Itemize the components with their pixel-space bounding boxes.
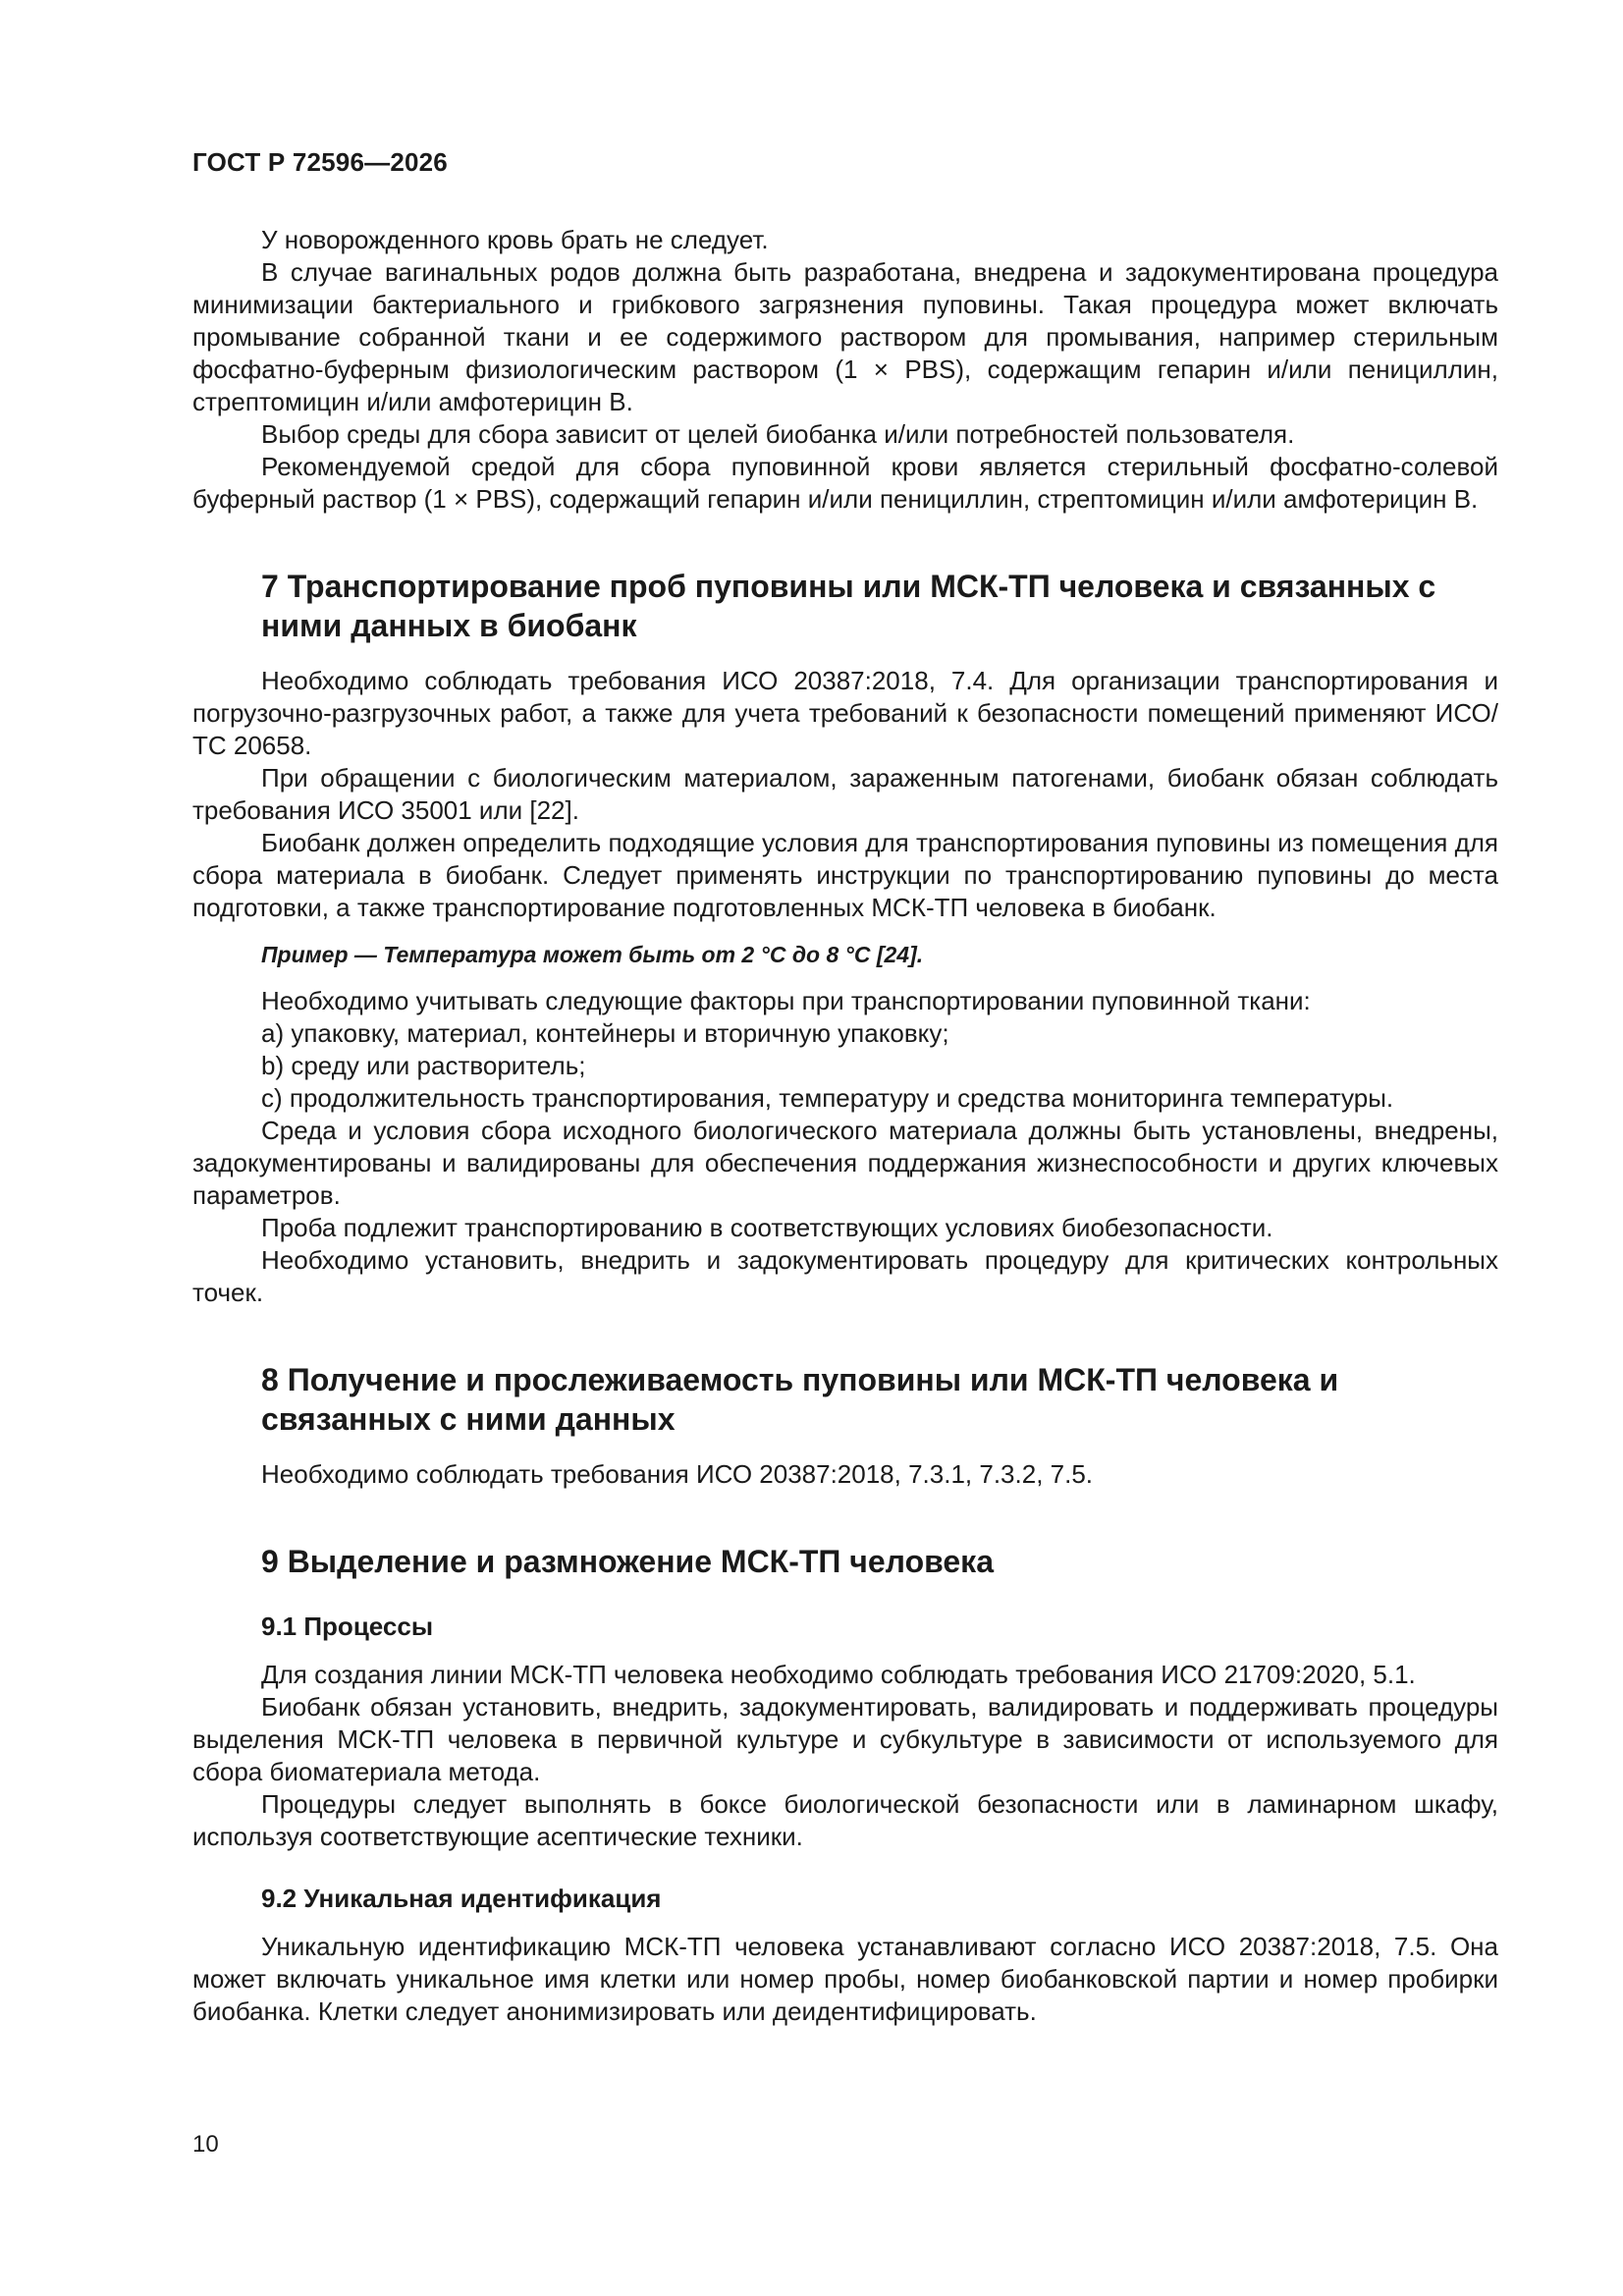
document-body xyxy=(192,224,1498,2028)
example-note: Пример — Температура может быть от 2 °С до 8 °С [24]. xyxy=(261,942,924,967)
paragraph: a) упаковку, материал, контейнеры и вторичную упаковку; xyxy=(261,1018,949,1048)
paragraph: Биобанк должен определить подходящие условия для транспортирования пуповины из помещения для сбора материала в биобанк. Следует применять инструкции по транспортированию пуповины до места подготовки, а также транспортирование подготовленных МСК-ТП человека в биобанк. xyxy=(192,828,1499,922)
paragraph: Для создания линии МСК-ТП человека необходимо соблюдать требования ИСО 21709:2020, 5.1. xyxy=(261,1660,1416,1689)
paragraph: Уникальную идентификацию МСК-ТП человека устанавливают согласно ИСО 20387:2018, 7.5. Она может включать уникальное имя клетки или номер пробы, номер биобанковской партии и номер пробирки биобанка. Клетки следует анонимизировать или деидентифицировать. xyxy=(192,1932,1498,2026)
paragraph: При обращении с биологическим материалом, зараженным патогенами, биобанк обязан соблюдать требования ИСО 35001 или [22]. xyxy=(192,763,1498,825)
section-heading: 7 Транспортирование проб пуповины или МСК-ТП человека и связанных с ними данных в биобанк xyxy=(261,569,1436,643)
paragraph: Процедуры следует выполнять в боксе биологической безопасности или в ламинарном шкафу, используя соответствующие асептические техники. xyxy=(192,1789,1498,1851)
paragraph: Выбор среды для сбора зависит от целей биобанка и/или потребностей пользователя. xyxy=(261,419,1295,449)
paragraph: c) продолжительность транспортирования, температуру и средства мониторинга температуры. xyxy=(261,1083,1394,1113)
subsection-heading: 9.2 Уникальная идентификация xyxy=(261,1884,662,1913)
paragraph: Среда и условия сбора исходного биологического материала должны быть установлены, внедрены, задокументированы и валидированы для обеспечения поддержания жизнеспособности и других ключевых параметров. xyxy=(192,1116,1498,1210)
page-number: 10 xyxy=(192,2131,219,2158)
paragraph: b) среду или растворитель; xyxy=(261,1051,586,1080)
section-heading: 9 Выделение и размножение МСК-ТП человека xyxy=(261,1544,994,1579)
paragraph: Рекомендуемой средой для сбора пуповинной крови является стерильный фосфатно-солевой буферный раствор (1 × PBS), содержащий гепарин и/или пенициллин, стрептомицин и/или амфотерицин В. xyxy=(192,452,1498,514)
paragraph: Необходимо соблюдать требования ИСО 20387:2018, 7.3.1, 7.3.2, 7.5. xyxy=(261,1459,1094,1489)
paragraph: В случае вагинальных родов должна быть разработана, внедрена и задокументирована процедура минимизации бактериального и грибкового загрязнения пуповины. Такая процедура может включать промывание собранной ткани и ее содержимого раствором для промывания, например стерильным фосфатно-буферным физиологическим раствором (1 × PBS), содержащим гепарин и/или пенициллин, стрептомицин и/или амфотерицин В. xyxy=(192,257,1498,416)
paragraph: У новорожденного кровь брать не следует. xyxy=(261,225,769,254)
paragraph: Необходимо установить, внедрить и задокументировать процедуру для критических контрольных точек. xyxy=(192,1245,1498,1307)
section-heading: 8 Получение и прослеживаемость пуповины или МСК-ТП человека и связанных с ними данных xyxy=(261,1362,1339,1437)
paragraph: Проба подлежит транспортированию в соответствующих условиях биобезопасности. xyxy=(261,1213,1273,1242)
paragraph: Биобанк обязан установить, внедрить, задокументировать, валидировать и поддерживать процедуры выделения МСК-ТП человека в первичной культуре и субкультуре в зависимости от используемого для сбора биоматериала метода. xyxy=(192,1692,1498,1786)
subsection-heading: 9.1 Процессы xyxy=(261,1612,434,1641)
paragraph: Необходимо учитывать следующие факторы при транспортировании пуповинной ткани: xyxy=(261,986,1311,1015)
document-header: ГОСТ Р 72596—2026 xyxy=(192,147,448,177)
paragraph: Необходимо соблюдать требования ИСО 20387:2018, 7.4. Для организации транспортирования и погрузочно-разгрузочных работ, а также для учета требований к безопасности помещений применяют ИСО/ТС 20658. xyxy=(192,666,1498,760)
